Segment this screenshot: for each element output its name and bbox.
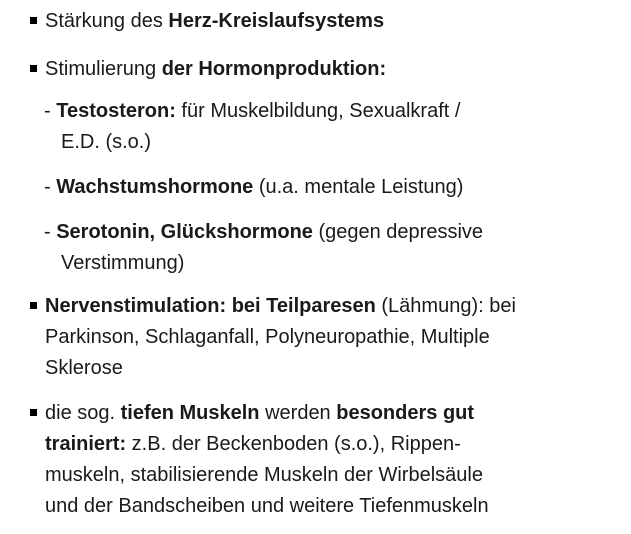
text-run: Verstimmung) [61, 252, 185, 274]
text-run: (gegen depressive [312, 221, 484, 243]
list-item [45, 57, 386, 81]
bullet-square-icon [30, 65, 37, 72]
text-run-bold: Nervenstimulation: bei Teilparesen [45, 295, 376, 317]
text-run-bold: trainiert: [45, 433, 127, 455]
text-run: Stärkung des [45, 10, 169, 32]
list-item-continuation [45, 494, 489, 518]
text-run: Parkinson, Schlaganfall, Polyneuropathie, Multiple [45, 326, 490, 348]
sub-list-item [44, 175, 463, 199]
sub-list-item-continuation [61, 251, 184, 275]
text-run: und der Bandscheiben und weitere Tiefenmuskeln [45, 495, 489, 517]
text-run-bold: besonders gut [336, 402, 475, 424]
list-item [45, 9, 384, 33]
list-item-continuation [45, 356, 123, 380]
text-run: E.D. (s.o.) [61, 131, 152, 153]
text-run: für Muskelbildung, Sexualkraft / [175, 100, 461, 122]
text-run-bold: der Hormonproduktion: [161, 58, 387, 80]
sub-list-item-continuation [61, 130, 151, 154]
list-item-continuation [45, 432, 461, 456]
text-run: z.B. der Beckenboden (s.o.), Rippen- [126, 433, 461, 455]
text-run-bold: Wachstumshormone [56, 176, 254, 198]
text-run-bold: Testosteron: [56, 100, 176, 122]
text-run: muskeln, stabilisierende Muskeln der Wirbelsäule [45, 464, 483, 486]
dash-marker: - [44, 100, 57, 122]
dash-marker: - [44, 176, 57, 198]
bullet-square-icon [30, 302, 37, 309]
sub-list-item [44, 220, 483, 244]
text-run: werden [259, 402, 337, 424]
sub-list-item [44, 99, 460, 123]
text-run: Stimulierung [45, 58, 162, 80]
list-item [45, 401, 474, 425]
text-run: (u.a. mentale Leistung) [253, 176, 464, 198]
list-item-continuation [45, 325, 490, 349]
text-run: die sog. [45, 402, 121, 424]
list-item [45, 294, 516, 318]
text-run: (Lähmung): bei [375, 295, 516, 317]
text-run: Sklerose [45, 357, 123, 379]
list-item-continuation [45, 463, 483, 487]
text-run-bold: tiefen Muskeln [120, 402, 260, 424]
dash-marker: - [44, 221, 57, 243]
bullet-square-icon [30, 409, 37, 416]
text-run-bold: Herz-Kreislaufsystems [168, 10, 385, 32]
bullet-square-icon [30, 17, 37, 24]
text-run-bold: Serotonin, Glückshormone [56, 221, 313, 243]
